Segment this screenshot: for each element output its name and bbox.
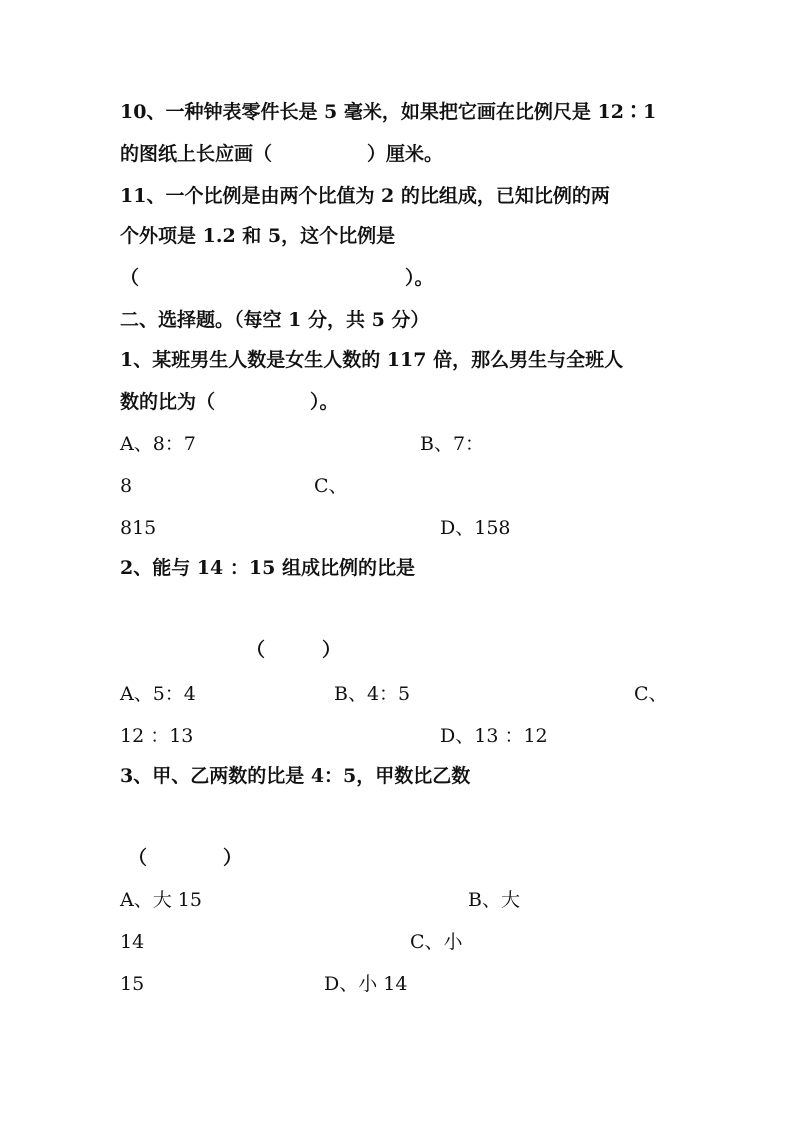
choice2-answer-blank: （ ） bbox=[246, 639, 342, 661]
choice3-option-b-value: 14 bbox=[120, 931, 145, 953]
choice2-option-b: B、4：5 bbox=[334, 683, 411, 705]
choice2-option-c-value: 12 ：13 bbox=[120, 725, 194, 747]
q11-line-3: （ ）。 bbox=[120, 267, 434, 289]
choice1-option-d: D、158 bbox=[440, 517, 511, 539]
choice3-answer-blank: （ ） bbox=[128, 847, 243, 869]
choice3-option-c-value: 15 bbox=[120, 973, 145, 995]
choice2-option-c-label: C、 bbox=[634, 683, 668, 705]
section-heading: 二、选择题。（每空 1 分，共 5 分） bbox=[120, 309, 430, 331]
choice3-option-d: D、小 14 bbox=[324, 973, 408, 995]
q10-line-1: 10、一种钟表零件长是 5 毫米，如果把它画在比例尺是 12∶1 bbox=[120, 101, 657, 123]
q10-line-2: 的图纸上长应画（ ）厘米。 bbox=[120, 143, 444, 165]
choice3-line-1: 3、甲、乙两数的比是 4：5，甲数比乙数 bbox=[120, 765, 471, 787]
choice2-line-1: 2、能与 14 ：15 组成比例的比是 bbox=[120, 557, 415, 579]
choice3-option-a: A、大 15 bbox=[120, 889, 202, 911]
choice1-option-b-value: 8 bbox=[120, 475, 133, 497]
choice3-option-c-label: C、小 bbox=[410, 931, 463, 953]
q11-line-1: 11、一个比例是由两个比值为 2 的比组成，已知比例的两 bbox=[120, 185, 610, 207]
choice2-option-d: D、13 ：12 bbox=[440, 725, 548, 747]
choice1-line-2: 数的比为（ ）。 bbox=[120, 391, 339, 413]
choice3-option-b-label: B、大 bbox=[468, 889, 520, 911]
choice1-option-a: A、8：7 bbox=[120, 433, 196, 455]
choice2-option-a: A、5：4 bbox=[120, 683, 196, 705]
choice1-option-b: B、7： bbox=[420, 433, 485, 455]
q11-line-2: 个外项是 1.2 和 5，这个比例是 bbox=[120, 225, 396, 247]
choice1-option-c-value: 815 bbox=[120, 517, 157, 539]
choice1-option-c-label: C、 bbox=[314, 475, 348, 497]
choice1-line-1: 1、某班男生人数是女生人数的 117 倍，那么男生与全班人 bbox=[120, 349, 624, 371]
